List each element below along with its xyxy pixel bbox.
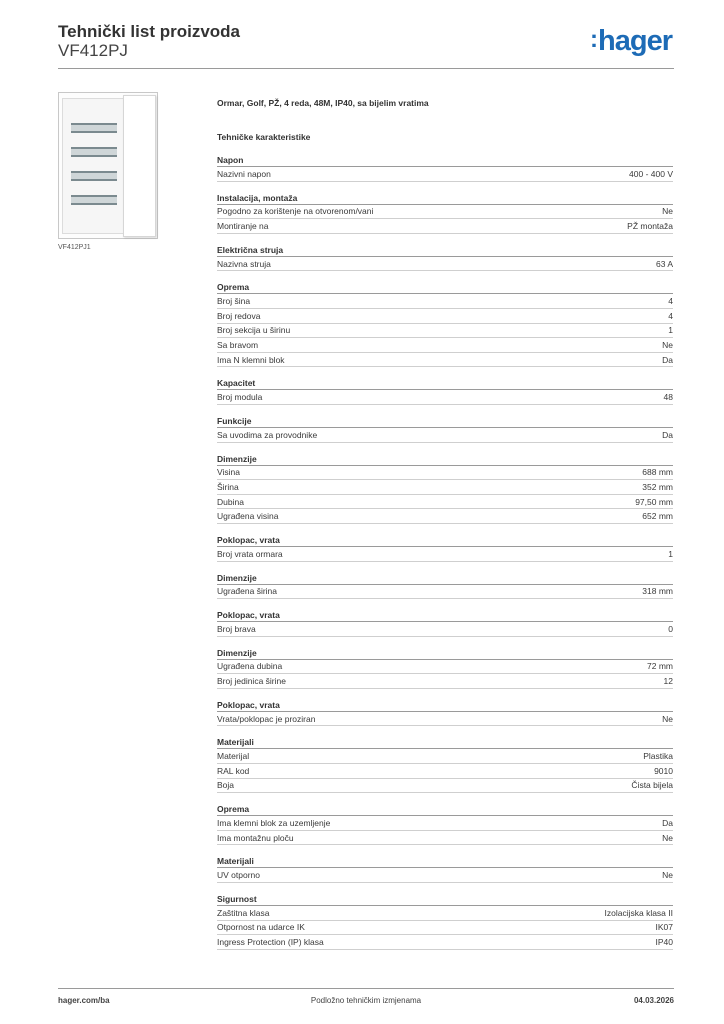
spec-row: [217, 294, 673, 309]
hager-logo: [590, 26, 672, 58]
spec-label: Broj modula: [217, 392, 263, 403]
spec-row: [217, 353, 673, 368]
spec-section: [217, 377, 673, 405]
spec-value: Izolacijska klasa II: [604, 907, 673, 918]
spec-section: [217, 647, 673, 689]
spec-value: 318 mm: [642, 586, 673, 597]
spec-value: 1: [668, 548, 673, 559]
spec-label: Ugrađena visina: [217, 511, 279, 522]
spec-label: Ima N klemni blok: [217, 354, 285, 365]
spec-row: [217, 547, 673, 562]
section-title: Poklopac, vrata: [217, 609, 673, 622]
document-title: Tehnički list proizvoda: [58, 22, 240, 41]
spec-section: [217, 609, 673, 637]
spec-value: Da: [662, 818, 673, 829]
spec-row: [217, 868, 673, 883]
logo-text: hager: [598, 25, 672, 57]
spec-value: 97,50 mm: [635, 496, 673, 507]
spec-label: Dubina: [217, 496, 244, 507]
product-code: VF412PJ: [58, 41, 128, 60]
section-title: Oprema: [217, 803, 673, 816]
spec-value: Ne: [662, 713, 673, 724]
spec-row: [217, 921, 673, 936]
spec-value: IK07: [655, 922, 673, 933]
spec-section: [217, 244, 673, 272]
spec-row: [217, 622, 673, 637]
spec-row: [217, 309, 673, 324]
spec-label: Broj šina: [217, 296, 251, 307]
footer-note: Podložno tehničkim izmjenama: [310, 996, 422, 1005]
spec-row: [217, 257, 673, 272]
spec-value: 72 mm: [647, 661, 673, 672]
spec-row: [217, 585, 673, 600]
spec-value: 48: [663, 392, 673, 403]
spec-row: [217, 338, 673, 353]
spec-section: [217, 855, 673, 883]
section-title: Instalacija, montaža: [217, 192, 673, 205]
spec-value: Ne: [662, 832, 673, 843]
section-title: Materijali: [217, 855, 673, 868]
spec-label: Boja: [217, 780, 235, 791]
section-title: Materijali: [217, 736, 673, 749]
spec-value: 652 mm: [642, 511, 673, 522]
spec-value: IP40: [655, 937, 673, 948]
spec-section: [217, 534, 673, 562]
spec-label: Ima klemni blok za uzemljenje: [217, 818, 331, 829]
spec-row: [217, 779, 673, 794]
spec-section: [217, 572, 673, 600]
spec-label: UV otporno: [217, 870, 260, 881]
spec-label: Vrata/poklopac je proziran: [217, 713, 316, 724]
section-title: Napon: [217, 154, 673, 167]
spec-row: [217, 764, 673, 779]
spec-label: Broj jedinica širine: [217, 676, 286, 687]
spec-value: 0: [668, 623, 673, 634]
spec-row: [217, 428, 673, 443]
spec-sections: [217, 154, 673, 950]
spec-row: [217, 712, 673, 727]
spec-label: Materijal: [217, 751, 250, 762]
spec-label: Zaštitna klasa: [217, 907, 270, 918]
header-divider: [58, 68, 674, 69]
spec-row: [217, 466, 673, 481]
spec-row: [217, 205, 673, 220]
spec-value: 12: [663, 676, 673, 687]
spec-label: Montiranje na: [217, 220, 269, 231]
spec-value: 400 - 400 V: [629, 168, 673, 179]
spec-row: [217, 935, 673, 950]
spec-value: 688 mm: [642, 467, 673, 478]
spec-row: [217, 674, 673, 689]
section-title: Dimenzije: [217, 572, 673, 585]
spec-value: Ne: [662, 870, 673, 881]
spec-row: [217, 480, 673, 495]
spec-value: Ne: [662, 339, 673, 350]
spec-label: Nazivna struja: [217, 258, 271, 269]
section-title: Dimenzije: [217, 647, 673, 660]
spec-section: [217, 415, 673, 443]
spec-value: PŽ montaža: [627, 220, 673, 231]
spec-row: [217, 219, 673, 234]
cabinet-body-graphic: [62, 98, 124, 234]
product-description: Ormar, Golf, PŽ, 4 reda, 48M, IP40, sa bijelim vratima: [217, 98, 429, 108]
spec-value: 63 A: [655, 258, 673, 269]
spec-label: Ugrađena dubina: [217, 661, 283, 672]
section-title: Funkcije: [217, 415, 673, 428]
spec-value: 4: [668, 296, 673, 307]
spec-value: 352 mm: [642, 481, 673, 492]
page-footer: [58, 996, 674, 1010]
spec-section: [217, 453, 673, 524]
spec-section: [217, 154, 673, 182]
spec-section: [217, 281, 673, 367]
spec-value: 9010: [654, 765, 673, 776]
spec-label: Ima montažnu ploču: [217, 832, 294, 843]
spec-section: [217, 192, 673, 234]
footer-website[interactable]: hager.com/ba: [58, 996, 110, 1005]
section-title: Električna struja: [217, 244, 673, 257]
spec-row: [217, 816, 673, 831]
spec-row: [217, 906, 673, 921]
product-image: [58, 92, 158, 239]
spec-label: Broj brava: [217, 623, 256, 634]
spec-row: [217, 390, 673, 405]
section-title: Sigurnost: [217, 893, 673, 906]
spec-section: [217, 699, 673, 727]
spec-label: Visina: [217, 467, 240, 478]
spec-label: Broj vrata ormara: [217, 548, 283, 559]
spec-label: Sa uvodima za provodnike: [217, 429, 318, 440]
page-header: [58, 20, 674, 70]
section-title: Kapacitet: [217, 377, 673, 390]
din-rail-graphic: [71, 171, 117, 181]
section-title: Dimenzije: [217, 453, 673, 466]
spec-value: 1: [668, 325, 673, 336]
spec-row: [217, 509, 673, 524]
spec-value: 4: [668, 310, 673, 321]
spec-label: Ugrađena širina: [217, 586, 278, 597]
spec-label: Pogodno za korištenje na otvorenom/vani: [217, 206, 374, 217]
spec-value: Ne: [662, 206, 673, 217]
spec-value: Plastika: [643, 751, 673, 762]
spec-section: [217, 893, 673, 950]
spec-label: Broj redova: [217, 310, 261, 321]
logo-colon-icon: :: [590, 26, 598, 53]
spec-value: Da: [662, 354, 673, 365]
spec-row: [217, 495, 673, 510]
spec-label: RAL kod: [217, 765, 250, 776]
footer-date: 04.03.2026: [633, 996, 674, 1005]
spec-row: [217, 749, 673, 764]
image-caption: VF412PJ1: [58, 244, 91, 251]
din-rail-graphic: [71, 195, 117, 205]
din-rail-graphic: [71, 147, 117, 157]
spec-row: [217, 167, 673, 182]
spec-label: Sa bravom: [217, 339, 259, 350]
section-title: Poklopac, vrata: [217, 699, 673, 712]
spec-row: [217, 324, 673, 339]
tech-characteristics-heading: Tehničke karakteristike: [217, 132, 311, 142]
spec-label: Ingress Protection (IP) klasa: [217, 937, 324, 948]
spec-value: Da: [662, 429, 673, 440]
section-title: Oprema: [217, 281, 673, 294]
spec-label: Nazivni napon: [217, 168, 271, 179]
spec-section: [217, 803, 673, 845]
spec-section: [217, 736, 673, 793]
footer-divider: [58, 988, 674, 989]
spec-label: Širina: [217, 481, 239, 492]
cabinet-door-graphic: [123, 95, 156, 237]
spec-label: Otpornost na udarce IK: [217, 922, 305, 933]
spec-value: Čista bijela: [631, 780, 673, 791]
spec-label: Broj sekcija u širinu: [217, 325, 291, 336]
spec-content: [217, 97, 673, 960]
spec-row: [217, 831, 673, 846]
spec-row: [217, 660, 673, 675]
din-rail-graphic: [71, 123, 117, 133]
section-title: Poklopac, vrata: [217, 534, 673, 547]
